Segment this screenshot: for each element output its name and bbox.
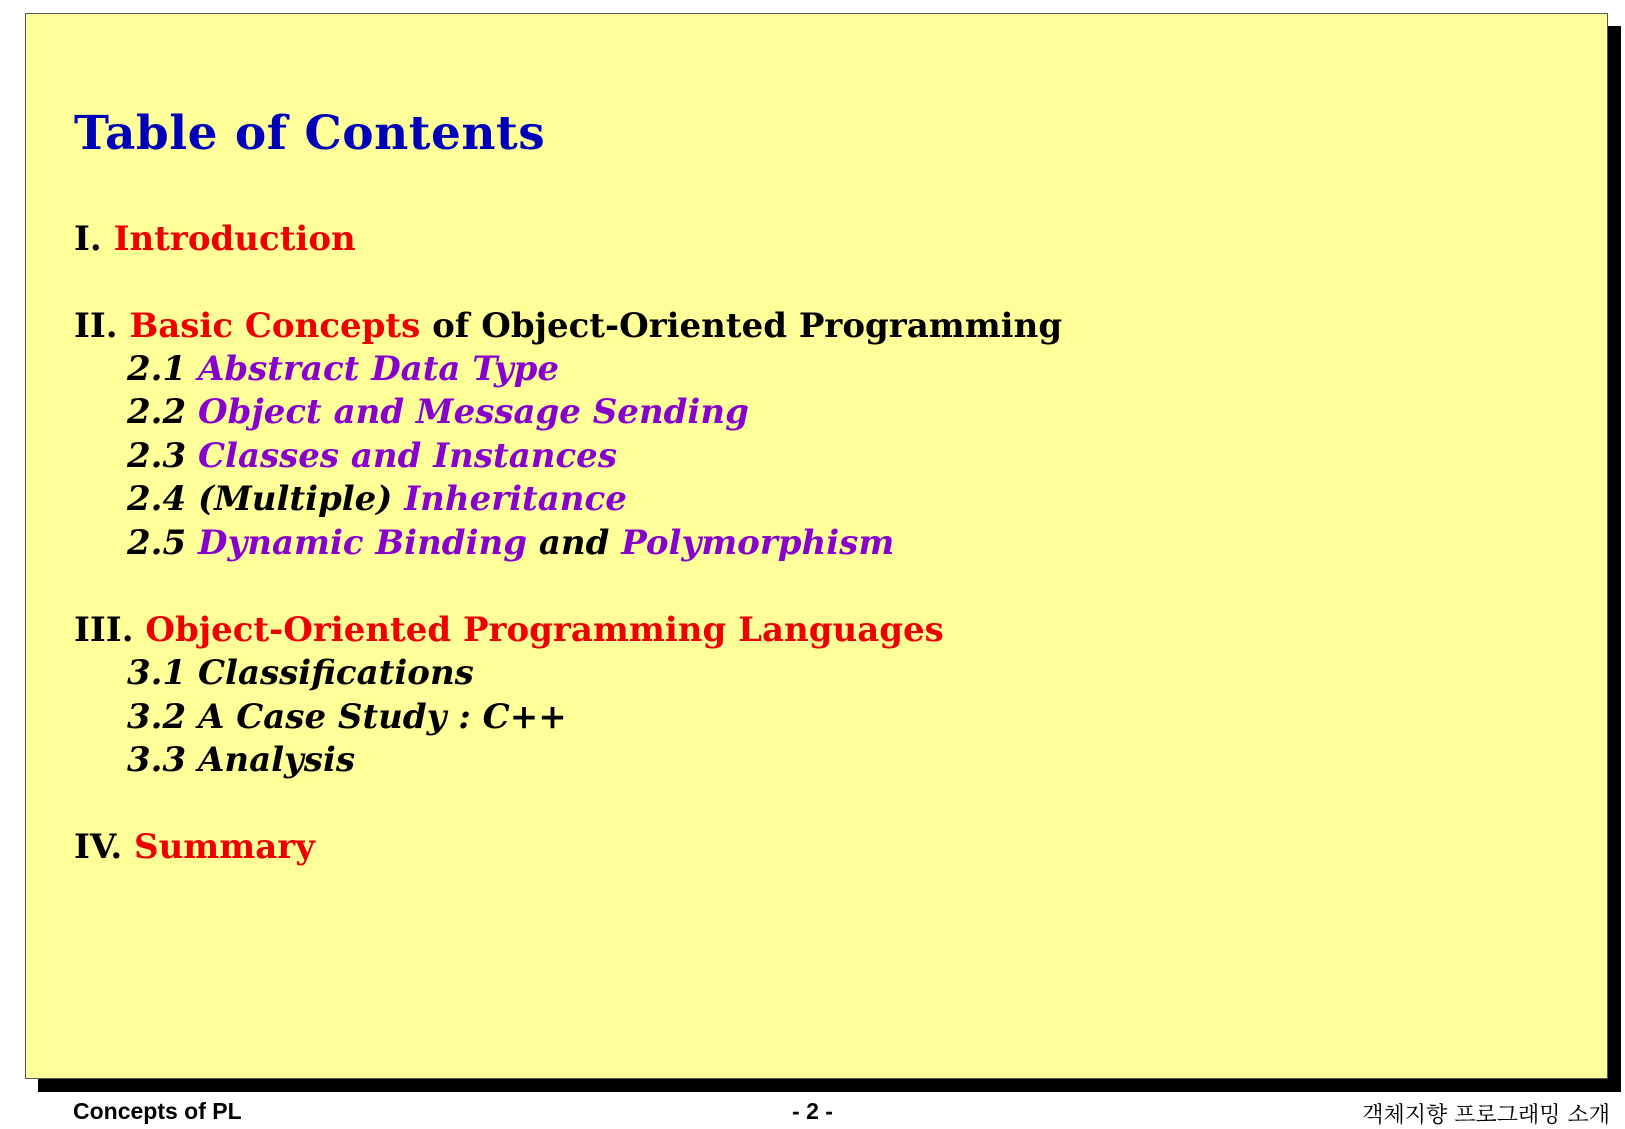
toc-subsection-3-1 (127, 653, 474, 693)
subsection-number: 2.2 (127, 392, 187, 432)
subsection-title: A Case Study : C++ (198, 697, 567, 737)
subsection-title: Analysis (198, 740, 356, 780)
toc-section-3 (74, 610, 944, 650)
toc-section-2 (74, 306, 1062, 346)
section-title-highlight: Basic Concepts (129, 306, 421, 346)
footer-page-number: - 2 - (792, 1098, 833, 1124)
toc-section-4 (74, 827, 315, 867)
subsection-joiner: and (538, 523, 610, 563)
subsection-title: Classifications (198, 653, 474, 693)
subsection-prefix: (Multiple) (198, 479, 393, 519)
subsection-number: 2.1 (127, 349, 187, 389)
subsection-title: Inheritance (404, 479, 627, 519)
section-number: II. (74, 306, 118, 346)
section-number: I. (74, 219, 102, 259)
subsection-number: 2.3 (127, 436, 187, 476)
subsection-title: Abstract Data Type (198, 349, 560, 389)
section-title: Introduction (113, 219, 356, 259)
toc-subsection-2-2 (127, 392, 749, 432)
subsection-number: 3.2 (127, 697, 187, 737)
toc-section-1 (74, 219, 356, 259)
toc-subsection-3-3 (127, 740, 355, 780)
slide (25, 13, 1608, 1079)
footer-course-name: Concepts of PL (73, 1098, 242, 1124)
subsection-title: Classes and Instances (198, 436, 617, 476)
toc-subsection-2-4 (127, 479, 627, 519)
page-title: Table of Contents (74, 106, 546, 161)
subsection-title-b: Polymorphism (621, 523, 895, 563)
section-title: Summary (134, 827, 315, 867)
subsection-number: 2.4 (127, 479, 187, 519)
section-title-rest: of Object-Oriented Programming (432, 306, 1063, 346)
subsection-number: 3.3 (127, 740, 187, 780)
toc-subsection-2-1 (127, 349, 559, 389)
toc-subsection-2-3 (127, 436, 617, 476)
subsection-title: Object and Message Sending (198, 392, 749, 432)
toc-subsection-3-2 (127, 697, 567, 737)
section-number: IV. (74, 827, 123, 867)
section-number: III. (74, 610, 134, 650)
subsection-number: 2.5 (127, 523, 187, 563)
subsection-title-a: Dynamic Binding (198, 523, 527, 563)
subsection-number: 3.1 (127, 653, 187, 693)
section-title: Object-Oriented Programming Languages (145, 610, 944, 650)
footer-lecture-title: 객체지향 프로그래밍 소개 (1362, 1103, 1610, 1128)
toc-subsection-2-5 (127, 523, 894, 563)
